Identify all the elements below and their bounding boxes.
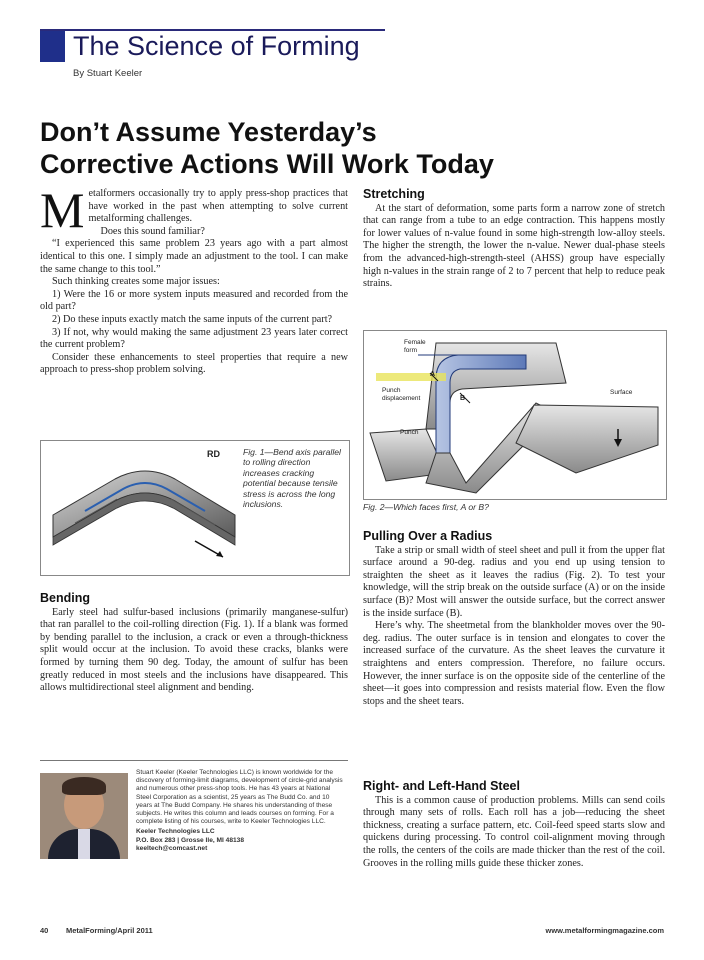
- fig1-caption: Fig. 1—Bend axis parallel to rolling direction increases cracking potential because tensile stress is across the long inclusions.: [243, 447, 341, 510]
- steel-paragraph: This is a common cause of production problems. Mills can send coils through many sets of rolls. Each roll has a job—reducing the sheet thickness, creating a surface pattern, etc. Coil-feed speed starts slow and quickens during processing. To control coil-alignment moving through the rolls, the centers of the coils are made thicker than the rest of the coil. Grooves in the rolling mills guide these thicker zones.: [363, 794, 665, 869]
- figure-1: [40, 440, 350, 576]
- bio-text-block: [136, 769, 346, 853]
- intro-paragraph: 2) Do these inputs exactly match the same inputs of the current part?: [52, 313, 333, 325]
- bio-email[interactable]: keeltech@comcast.net: [136, 844, 208, 852]
- fig2-radius-illustration: [366, 333, 664, 497]
- column-title: The Science of Forming: [73, 31, 360, 61]
- intro-paragraph: Does this sound familiar?: [100, 225, 205, 237]
- byline: By Stuart Keeler: [73, 68, 143, 79]
- bio-company: Keeler Technologies LLC: [136, 828, 215, 836]
- title-line-1: Don’t Assume Yesterday’s: [40, 117, 377, 147]
- radius-section: [363, 530, 665, 708]
- fig2-label-punch: Punch: [400, 429, 419, 436]
- fig1-rd-label: RD: [207, 449, 220, 459]
- photo-hair: [62, 777, 106, 795]
- radius-paragraph: Here’s why. The sheetmetal from the blankholder moves over the 90-deg. radius. The outer surface is in tension and elongates to cover the increased surface of the curvature. As the sheet leaves the curvature it straightens and enters compression. Therefore, no failure occurs. However, the inner surface is on the opposite side of the centerline of the sheet—it goes into compression and resists material flow. Even the flow stops and the sheet tears.: [363, 620, 665, 707]
- bending-paragraph: Early steel had sulfur-based inclusions (primarily manganese-sulfur) that ran parallel to the coil-rolling direction (Fig. 1). If a blank was formed by bending parallel to the inclusion, a crack or even a through-thickness split would occur at the inclusion. To avoid these cracks, blanks were formed by turning them 90 deg. Today, the amount of sulfur has been greatly reduced in most steels and the inclusions have disappeared. This allows multidirectional steel alignment and bending.: [40, 606, 348, 694]
- title-line-2: Corrective Actions Will Work Today: [40, 149, 494, 179]
- bio-address: P.O. Box 283 | Grosse Ile, MI 48138: [136, 836, 245, 844]
- author-bio-box: [40, 760, 348, 861]
- fig2-label-surface: Surface: [610, 389, 633, 396]
- intro-paragraph: 1) Were the 16 or more system inputs measured and recorded from the old part?: [40, 288, 348, 313]
- intro-paragraph: Consider these enhancements to steel properties that require a new approach to press-shop problem solving.: [40, 351, 348, 376]
- fig1-bent-strip-illustration: [45, 445, 243, 571]
- steel-section: [363, 780, 665, 870]
- drop-cap: M: [40, 182, 85, 238]
- stretching-paragraph: At the start of deformation, some parts form a narrow zone of stretch that can range from a tube to an edge contraction. This happens mostly for lower values of n-value found in some high-strength low-alloy steels. The higher the strength, the lower the n-value. Newer dual-phase steels from the advanced-high-strength-steel (AHSS) group have especially high n-values in the strain range of 2 to 7 percent that help to reduce peak strains.: [363, 202, 665, 290]
- intro-paragraph: etalformers occasionally try to apply press-shop practices that have worked in the past when attempting to solve current metalforming challenges.: [88, 188, 348, 225]
- photo-shirt: [78, 829, 90, 859]
- intro-paragraph: “I experienced this same problem 23 years ago with a part almost identical to this one. I simply made an adjustment to the tool. I can make the same change to this tool.”: [40, 238, 348, 275]
- intro-column: [40, 182, 348, 377]
- radius-heading: Pulling Over a Radius: [363, 529, 493, 543]
- footer-website[interactable]: www.metalformingmagazine.com: [545, 926, 664, 935]
- fig2-label-punch-displacement: Punch displacement: [382, 387, 421, 402]
- footer-page-number: 40: [40, 926, 49, 935]
- fig2-caption: Fig. 2—Which faces first, A or B?: [363, 502, 489, 512]
- fig2-label-a: A: [430, 371, 436, 378]
- intro-paragraph: Such thinking creates some major issues:: [52, 276, 220, 288]
- radius-paragraph: Take a strip or small width of steel sheet and pull it from the upper flat surface around a 90-deg. radius and you end up using tension to straighten the sheet as it leaves the radius (Fig. 2). To test your knowledge, will the strip break on the outside surface (A) or on the inside surface (B)? Most will answer the outside surface, but the correct answer is the inside surface (B).: [363, 544, 665, 619]
- steel-heading: Right- and Left-Hand Steel: [363, 779, 520, 793]
- bio-text: Stuart Keeler (Keeler Technologies LLC) is known worldwide for the discovery of forming-limit diagrams, development of circle-grid analysis and numerous other press-shop tools. He has 43 years at National Steel Corporation as a scientist, 25 years as The Budd Co. and 10 years at The Budd Company. He shares his understanding of these subjects. He writes this column and leads courses on forming. For a complete listing of his courses, write to Keeler Technologies LLC.: [136, 769, 343, 826]
- footer-publication: MetalForming/April 2011: [66, 926, 153, 935]
- fig2-label-female-form: Female form: [404, 339, 426, 354]
- stretching-heading: Stretching: [363, 187, 425, 201]
- stretching-section: [363, 188, 665, 291]
- bending-heading: Bending: [40, 591, 90, 605]
- figure-2: [363, 330, 667, 500]
- article-title: [40, 116, 660, 180]
- column-accent-block: [40, 31, 65, 62]
- bending-section: [40, 592, 348, 695]
- intro-paragraph: 3) If not, why would making the same adjustment 23 years later correct the current problem?: [40, 326, 348, 351]
- fig2-label-b: B: [460, 395, 466, 402]
- author-photo: [40, 773, 128, 859]
